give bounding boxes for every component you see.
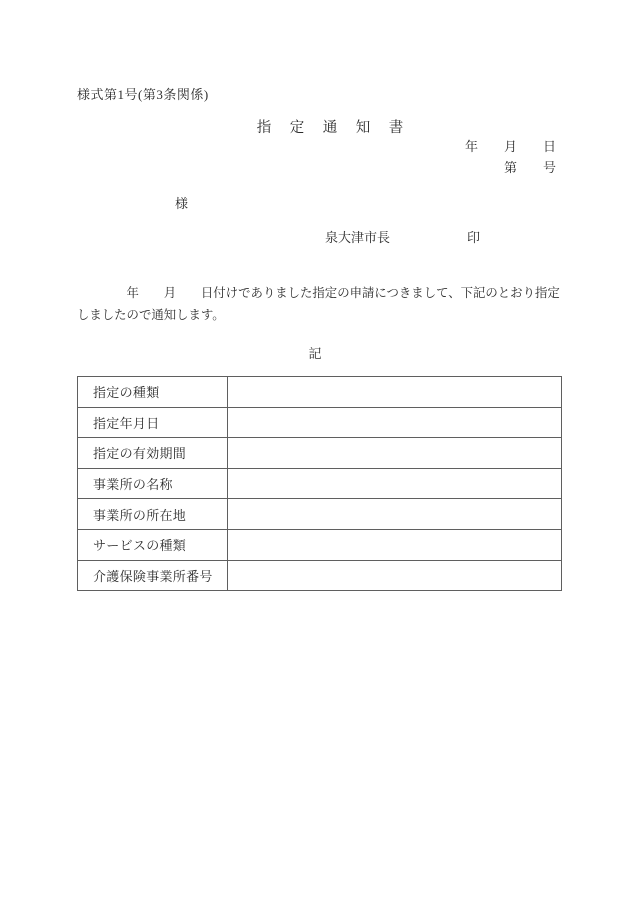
notice-table-body xyxy=(78,377,562,591)
body-line-2: しましたので通知します。 xyxy=(77,308,225,322)
addressee-suffix-label: 様 xyxy=(175,196,189,211)
table-row xyxy=(78,560,562,591)
row-label-cell: 介護保険事業所番号 xyxy=(78,560,228,591)
row-value-cell xyxy=(228,468,562,499)
form-number-label: 様式第1号(第3条関係) xyxy=(77,87,209,102)
notice-table xyxy=(77,376,562,591)
row-value-cell xyxy=(228,407,562,438)
table-row xyxy=(78,468,562,499)
document-title: 指 定 通 知 書 xyxy=(256,120,406,136)
row-value-cell xyxy=(228,529,562,560)
row-label-cell: 事業所の所在地 xyxy=(78,499,228,530)
table-row xyxy=(78,438,562,469)
table-row xyxy=(78,499,562,530)
row-label-cell: 指定の有効期間 xyxy=(78,438,228,469)
record-marker: 記 xyxy=(308,346,322,361)
seal-placeholder-mark: 印 xyxy=(467,230,481,245)
row-value-cell xyxy=(228,560,562,591)
document-title-row xyxy=(0,116,630,137)
row-label-cell: 指定の種類 xyxy=(78,377,228,408)
row-value-cell xyxy=(228,377,562,408)
body-line-1: 年 月 日付けでありました指定の申請につきまして、下記のとおり指定 xyxy=(77,286,560,300)
document-number-blank-line: 第 号 xyxy=(503,160,556,175)
row-label-cell: 指定年月日 xyxy=(78,407,228,438)
date-blank-line: 年 月 日 xyxy=(464,139,556,154)
table-row xyxy=(78,529,562,560)
row-label-cell: 事業所の名称 xyxy=(78,468,228,499)
row-value-cell xyxy=(228,438,562,469)
issuer-title-label: 泉大津市長 xyxy=(325,230,391,245)
row-label-cell: サービスの種類 xyxy=(78,529,228,560)
row-value-cell xyxy=(228,499,562,530)
table-row xyxy=(78,407,562,438)
table-row xyxy=(78,377,562,408)
body-paragraph xyxy=(77,282,563,326)
